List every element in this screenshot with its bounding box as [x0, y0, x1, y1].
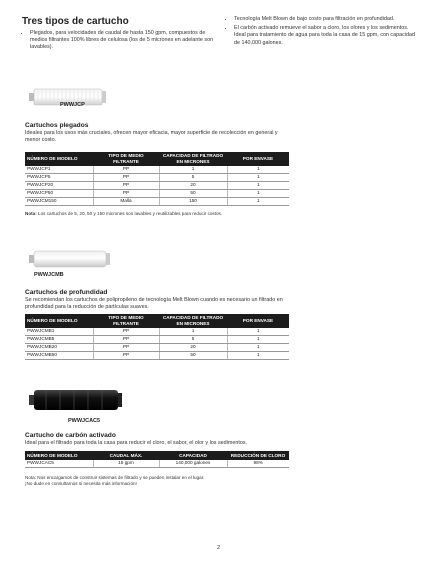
intro-left-column [22, 30, 218, 54]
column-header: NÚMERO DE MODELO [25, 451, 93, 460]
model-cell: PWWJCMB20 [25, 344, 93, 352]
pack-cell: 1 [227, 190, 289, 198]
carbon-table [25, 451, 289, 468]
column-header: CAUDAL MÁX. [93, 451, 159, 460]
table-row [25, 336, 289, 344]
pack-cell: 1 [227, 182, 289, 190]
meltblown-table [25, 314, 289, 360]
micron-cell: 1 [159, 328, 227, 336]
table-header-row [25, 152, 289, 166]
micron-cell: 50 [159, 190, 227, 198]
column-header: CAPACIDAD [159, 451, 227, 460]
table-row [25, 344, 289, 352]
column-header: NÚMERO DE MODELO [25, 152, 93, 166]
model-cell: PWWJCMB1 [25, 328, 93, 336]
column-header: REDUCCIÓN DE CLORO [227, 451, 289, 460]
table-row [25, 182, 289, 190]
table-header-row [25, 451, 289, 460]
pleated-table [25, 152, 289, 206]
model-cell: PWWJCAC5 [25, 460, 93, 468]
carbon-section-description: Ideal para el filtrado para toda la casa para reducir el cloro, el sabor, el olor y los sedimentos. [25, 440, 248, 446]
page-number: 2 [216, 545, 221, 551]
table-row [25, 190, 289, 198]
table-row [25, 328, 289, 336]
intro-bullet: • Tecnología Melt Blown de bajo costo para filtración en profundidad. [234, 16, 416, 23]
pleated-image-caption: PWWJCP [60, 102, 85, 108]
column-header: TIPO DE MEDIO FILTRANTE [93, 152, 159, 166]
micron-cell: 5 [159, 336, 227, 344]
micron-cell: 5 [159, 174, 227, 182]
model-cell: PWWJCP1 [25, 166, 93, 174]
pack-cell: 1 [227, 174, 289, 182]
model-cell: PWWJCMB50 [25, 352, 93, 360]
meltblown-section-title: Cartuchos de profundidad [25, 289, 108, 296]
pack-cell: 1 [227, 352, 289, 360]
carbon-image-caption: PWWJCAC5 [68, 418, 101, 424]
pack-cell: 1 [227, 328, 289, 336]
micron-cell: 150 [159, 198, 227, 206]
pack-cell: 1 [227, 166, 289, 174]
media-cell: PP [93, 182, 159, 190]
pack-cell: 1 [227, 344, 289, 352]
footer-notes [25, 475, 325, 487]
table-header-row [25, 314, 289, 328]
pleated-section-description: Ideales para los usos más cruciales, ofrecen mayor eficacia, mayor superficie de recolección en general y menor costo. [25, 130, 278, 144]
meltblown-cartridge-image [28, 249, 112, 269]
chlorine-reduction-cell: 98% [227, 460, 289, 468]
table-row [25, 174, 289, 182]
table-row [25, 166, 289, 174]
intro-right-column [226, 16, 416, 49]
media-cell: PP [93, 344, 159, 352]
table-row [25, 460, 289, 468]
carbon-cartridge-image [28, 387, 124, 413]
table-row [25, 198, 289, 206]
table-row [25, 352, 289, 360]
model-cell: PWWJCP5 [25, 174, 93, 182]
media-cell: PP [93, 166, 159, 174]
intro-bullet: • Plegados, para velocidades de caudal de hasta 150 gpm, compuestos de medios filtrantes 100% libres de celulosa (los de 5 micrones en adelante son lavables). [30, 30, 218, 52]
note-text: Los cartuchos de 5, 20, 50 y 150 micrones son lavables y reutilizables para reducir costos. [38, 211, 223, 216]
capacity-cell: 140,000 galones [159, 460, 227, 468]
media-cell: PP [93, 190, 159, 198]
pleated-section-title: Cartuchos plegados [25, 122, 89, 129]
micron-cell: 20 [159, 182, 227, 190]
page-title: Tres tipos de cartucho [22, 16, 129, 27]
column-header: CAPACIDAD DE FILTRADO EN MICRONES [159, 314, 227, 328]
pack-cell: 1 [227, 198, 289, 206]
model-cell: PWWJCP20 [25, 182, 93, 190]
note-label: Nota: [25, 211, 37, 216]
micron-cell: 50 [159, 352, 227, 360]
pack-cell: 1 [227, 336, 289, 344]
intro-bullet: • El carbón activado remueve el sabor a cloro, los olores y los sedimentos. Ideal para tratamiento de agua para toda la casa de 15 gpm, con capacidad de 140,000 galones. [234, 25, 416, 47]
media-cell: PP [93, 352, 159, 360]
meltblown-section-description: Se recomiendan los cartuchos de polipropileno de tecnología Melt Blown cuando es necesario un filtrado en profundidad para la reducción de partículas suaves. [25, 297, 283, 311]
column-header: CAPACIDAD DE FILTRADO EN MICRONES [159, 152, 227, 166]
media-cell: PP [93, 174, 159, 182]
pleated-note [25, 211, 325, 217]
carbon-section-title: Cartucho de carbón activado [25, 432, 116, 439]
media-cell: PP [93, 336, 159, 344]
model-cell: PWWJCP50 [25, 190, 93, 198]
media-cell: Malla [93, 198, 159, 206]
column-header: TIPO DE MEDIO FILTRANTE [93, 314, 159, 328]
flow-cell: 15 gpm [93, 460, 159, 468]
model-cell: PWWJCMB5 [25, 336, 93, 344]
model-cell: PWWJCM150 [25, 198, 93, 206]
footer-note-line: ¡No dude en consultarnos si necesita más información! [25, 481, 137, 486]
column-header: POR ENVASE [227, 314, 289, 328]
column-header: NÚMERO DE MODELO [25, 314, 93, 328]
micron-cell: 20 [159, 344, 227, 352]
column-header: POR ENVASE [227, 152, 289, 166]
micron-cell: 1 [159, 166, 227, 174]
footer-note-line: Nota: Nos encargamos de construir sistemas de filtrado y se pueden instalar en el lugar. [25, 475, 205, 480]
meltblown-image-caption: PWWJCMB [34, 272, 64, 278]
media-cell: PP [93, 328, 159, 336]
